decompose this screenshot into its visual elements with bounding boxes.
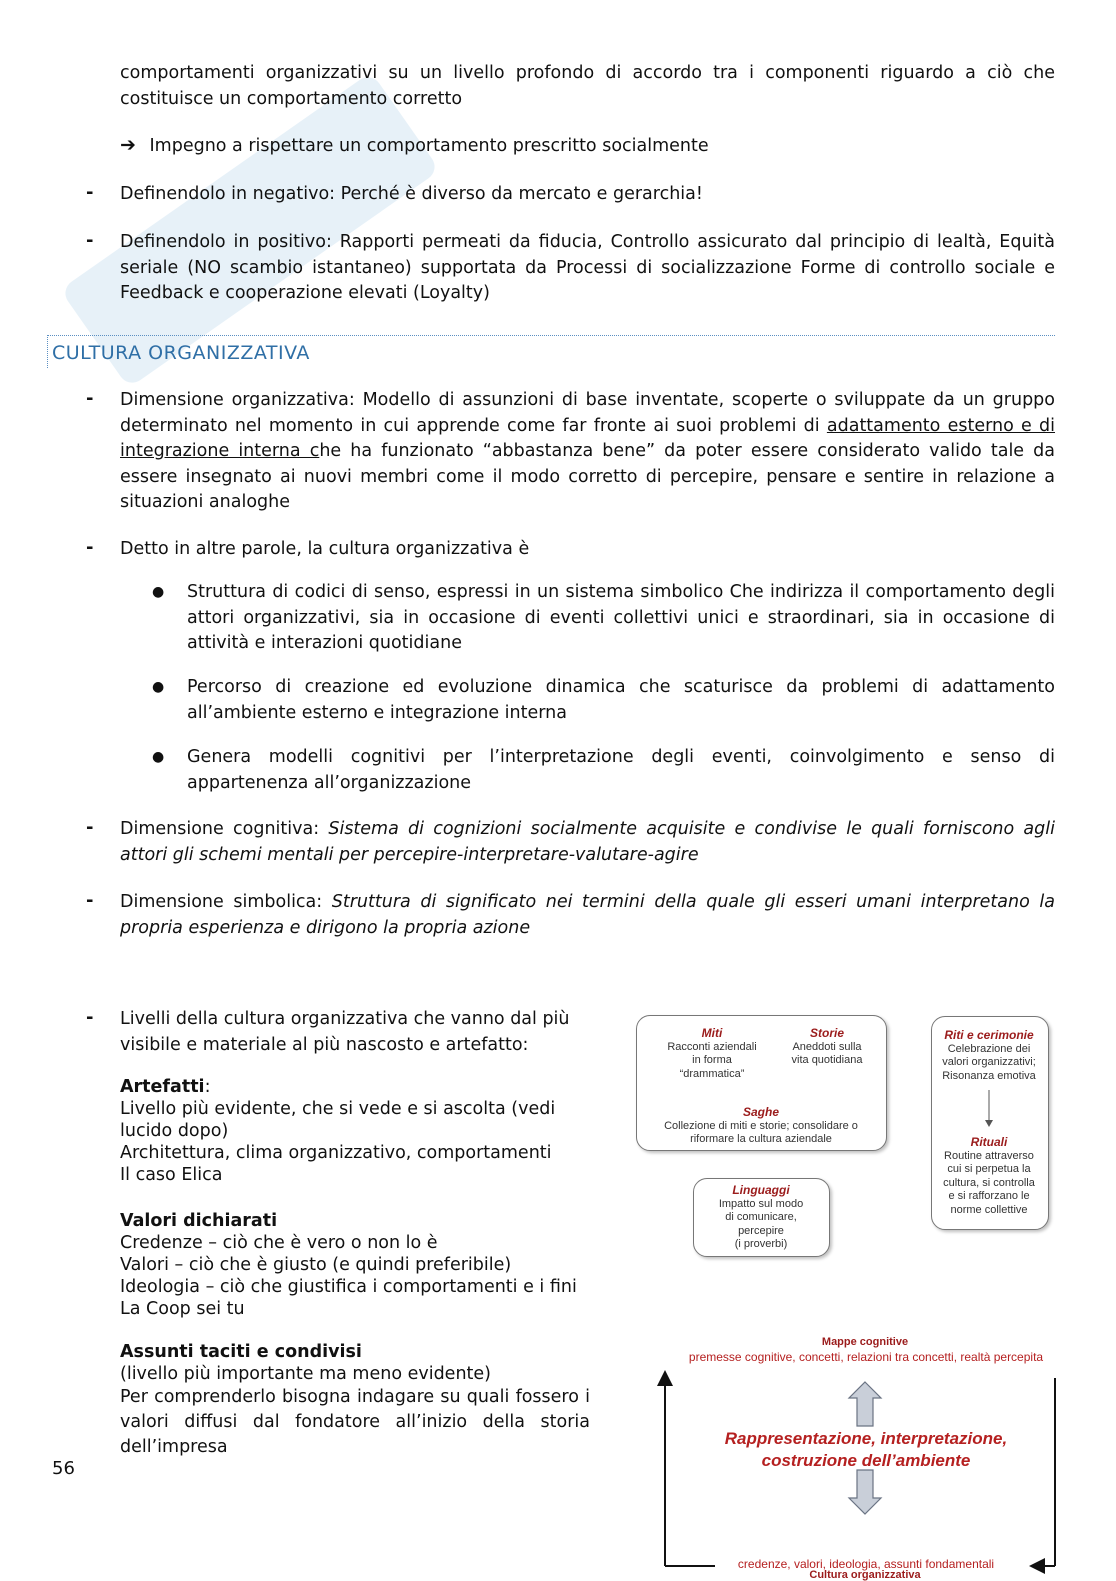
dash-bullet: - bbox=[86, 388, 94, 409]
storie-group bbox=[775, 1027, 879, 1068]
dimensione-cognitiva bbox=[120, 817, 1055, 868]
dash-bullet: - bbox=[86, 1007, 94, 1028]
storie-title: Storie bbox=[809, 1026, 844, 1040]
miti-group bbox=[650, 1027, 774, 1081]
bullet-dot: ● bbox=[152, 749, 165, 765]
cog-label: Dimensione cognitiva: bbox=[120, 819, 329, 839]
heading-separator bbox=[47, 335, 1055, 336]
artefatti-colon: : bbox=[204, 1077, 211, 1097]
riti-line: valori organizzativi; bbox=[942, 1056, 1036, 1068]
rituali-line: cultura, si controlla bbox=[943, 1176, 1035, 1189]
center-text bbox=[690, 1428, 1042, 1472]
linguaggi-line: Impatto sul modo bbox=[718, 1197, 804, 1210]
bullet-item: Percorso di creazione ed evoluzione dinamica che scaturisce da problemi di adattamento all’ambiente esterno e integrazione interna bbox=[187, 677, 1055, 723]
miti-line: “drammatica” bbox=[679, 1067, 745, 1080]
valori-line: Valori – ciò che è giusto (e quindi preferibile) bbox=[120, 1255, 512, 1275]
riti-line: Risonanza emotiva bbox=[942, 1069, 1036, 1082]
page-number: 56 bbox=[52, 1458, 75, 1479]
rituali-line: e si rafforzano le bbox=[948, 1190, 1030, 1202]
saghe-group bbox=[640, 1106, 882, 1147]
dash-bullet: - bbox=[86, 537, 94, 558]
saghe-title: Saghe bbox=[742, 1105, 779, 1119]
linguaggi-line: percepire bbox=[738, 1224, 784, 1237]
rituali-title: Rituali bbox=[970, 1135, 1008, 1149]
dim-org-text-b: he ha funzionato “abbastanza bene” da poter essere considerato valido tale da essere insegnato ai nuovi membri come il modo corretto di percepire, pensare e sentire in relazione a situazioni analoghe bbox=[120, 441, 1055, 512]
bottom-text: credenze, valori, ideologia, assunti fondamentali bbox=[716, 1558, 1016, 1572]
bullet-item: Genera modelli cognitivi per l’interpretazione degli eventi, coinvolgimento e senso di appartenenza all’organizzazione bbox=[187, 747, 1055, 793]
artefatti-line: Livello più evidente, che si vede e si ascolta (vedi lucido dopo) bbox=[120, 1099, 556, 1141]
miti-title: Miti bbox=[701, 1026, 723, 1040]
riti-title: Riti e cerimonie bbox=[944, 1028, 1034, 1042]
artefatti-line: Il caso Elica bbox=[120, 1165, 223, 1185]
cognitive-frame bbox=[655, 1370, 1065, 1575]
dash-bullet: - bbox=[86, 230, 94, 251]
dash-bullet: - bbox=[86, 182, 94, 203]
dash-bullet: - bbox=[86, 817, 94, 838]
artefatti-block bbox=[120, 1076, 610, 1186]
miti-line: in forma bbox=[692, 1054, 732, 1066]
definition-positive: Definendolo in positivo: Rapporti permeati da fiducia, Controllo assicurato dal principio di lealtà, Equità seriale (NO scambio istantaneo) supportata da Processi di socializzazione Forme di controllo sociale e Feedback e cooperazione elevati (Loyalty) bbox=[120, 232, 1055, 303]
valori-block bbox=[120, 1210, 610, 1320]
arrow-text: Impegno a rispettare un comportamento prescritto socialmente bbox=[149, 136, 709, 156]
artefatti-title: Artefatti bbox=[120, 1077, 205, 1097]
linguaggi-line: (i proverbi) bbox=[734, 1238, 788, 1250]
cog-text: Sistema di cognizioni socialmente acquisite e condivise le quali forniscono agli attori gli schemi mentali per percepire-interpretare-valutare-agire bbox=[120, 819, 1055, 865]
bullet-item: Struttura di codici di senso, espressi in un sistema simbolico Che indirizza il comportamento degli attori organizzativi, sia in occasione di eventi collettivi unici e straordinari, sia in occasione di attività e interazioni quotidiane bbox=[187, 582, 1055, 653]
dimensione-simbolica bbox=[120, 890, 1055, 941]
down-arrow-icon bbox=[983, 1090, 995, 1128]
assunti-line: (livello più importante ma meno evidente) bbox=[120, 1364, 491, 1384]
mappe-text: premesse cognitive, concetti, relazioni tra concetti, realtà percepita bbox=[688, 1350, 1044, 1364]
assunti-block bbox=[120, 1341, 590, 1460]
rituali-line: cui si perpetua la bbox=[947, 1163, 1031, 1175]
valori-line: Credenze – ciò che è vero o non lo è bbox=[120, 1233, 438, 1253]
bullet-dot: ● bbox=[152, 679, 165, 695]
storie-line: Aneddoti sulla bbox=[792, 1040, 862, 1053]
valori-title: Valori dichiarati bbox=[120, 1211, 278, 1231]
mappe-title: Mappe cognitive bbox=[821, 1336, 909, 1348]
valori-line: Ideologia – ciò che giustifica i comportamenti e i fini bbox=[120, 1277, 577, 1297]
down-block-arrow-icon bbox=[849, 1470, 881, 1514]
center-line-2: costruzione dell’ambiente bbox=[761, 1451, 971, 1470]
riti-line: Celebrazione dei bbox=[947, 1042, 1031, 1055]
dim-org-text-a: Dimensione organizzativa: Modello di assunzioni di base inventate, scoperte o sviluppate da un gruppo determinato nel momento in cui apprende come far fronte ai suoi problemi di bbox=[120, 390, 1055, 436]
up-block-arrow-icon bbox=[849, 1382, 881, 1426]
linguaggi-title: Linguaggi bbox=[732, 1183, 790, 1197]
intro-paragraph: comportamenti organizzativi su un livello profondo di accordo tra i componenti riguardo a ciò che costituisce un comportamento corretto bbox=[120, 63, 1055, 109]
dimensione-organizzativa bbox=[120, 388, 1055, 516]
definition-negative: Definendolo in negativo: Perché è diverso da mercato e gerarchia! bbox=[120, 184, 703, 204]
artefatti-line: Architettura, clima organizzativo, comportamenti bbox=[120, 1143, 552, 1163]
bullet-dot: ● bbox=[152, 584, 165, 600]
storie-line: vita quotidiana bbox=[791, 1054, 863, 1066]
levels-intro: Livelli della cultura organizzativa che vanno dal più visibile e materiale al più nascosto e artefatto: bbox=[120, 1009, 570, 1055]
linguaggi-line: di comunicare, bbox=[725, 1211, 797, 1223]
saghe-line: Collezione di miti e storie; consolidare o bbox=[664, 1119, 858, 1132]
rituali-line: norme collettive bbox=[950, 1203, 1028, 1216]
center-line-1: Rappresentazione, interpretazione, bbox=[724, 1429, 1008, 1448]
rituali-line: Routine attraverso bbox=[944, 1149, 1034, 1162]
arrow-line bbox=[120, 134, 709, 157]
heading-separator-left bbox=[47, 335, 48, 368]
assunti-title: Assunti taciti e condivisi bbox=[120, 1342, 362, 1362]
diagram-caption: Cultura organizzativa bbox=[809, 1569, 921, 1581]
section-title: CULTURA ORGANIZZATIVA bbox=[52, 342, 310, 364]
rituali-group bbox=[933, 1136, 1045, 1217]
dim-org-underlined: adattamento esterno e di integrazione interna c bbox=[120, 415, 1055, 461]
linguaggi-group bbox=[695, 1184, 827, 1252]
sim-label: Dimensione simbolica: bbox=[120, 892, 332, 912]
dash-bullet: - bbox=[86, 890, 94, 911]
valori-line: La Coop sei tu bbox=[120, 1299, 245, 1319]
saghe-line: riformare la cultura aziendale bbox=[690, 1133, 832, 1145]
detto-line: Detto in altre parole, la cultura organizzativa è bbox=[120, 539, 530, 559]
miti-line: Racconti aziendali bbox=[667, 1040, 757, 1053]
arrow-right-icon: ➔ bbox=[120, 134, 136, 156]
riti-group bbox=[933, 1029, 1045, 1083]
sim-text: Struttura di significato nei termini della quale gli esseri umani interpretano la propria esperienza e dirigono la propria azione bbox=[120, 892, 1055, 938]
assunti-line: Per comprenderlo bisogna indagare su quali fossero i valori diffusi dal fondatore all’inizio della storia dell’impresa bbox=[120, 1387, 590, 1457]
